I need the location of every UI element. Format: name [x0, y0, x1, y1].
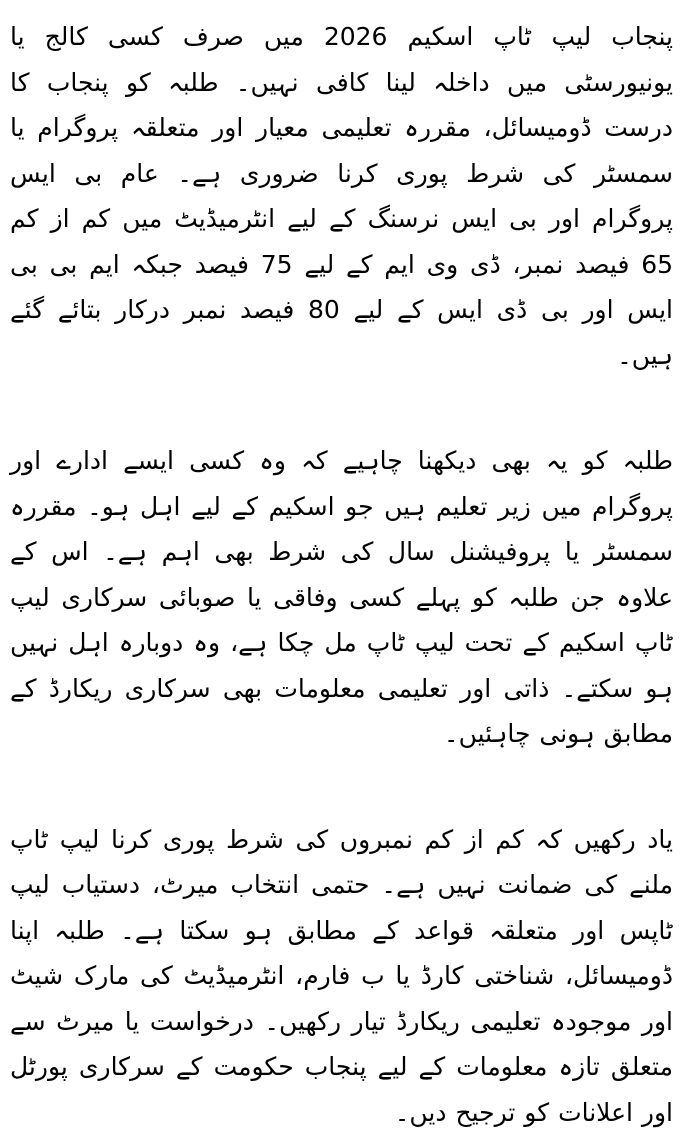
paragraph-merit-and-documents: یاد رکھیں کہ کم از کم نمبروں کی شرط پوری کرنا لیپ ٹاپ ملنے کی ضمانت نہیں ہے۔ حتمی انتخاب میرٹ، دستیاب لیپ ٹاپس اور متعلقہ قواعد کے مطابق ہو سکتا ہے۔ طلبہ اپنا ڈومیسائل، شناختی کارڈ یا ب فارم، انٹرمیڈیٹ کی مارک شیٹ اور موجودہ تعلیمی ریکارڈ تیار رکھیں۔ درخواست یا میرٹ سے متعلق تازہ معلومات کے لیے پنجاب حکومت کے سرکاری پورٹل اور اعلانات کو ترجیح دیں۔ — [10, 817, 673, 1135]
paragraph-eligibility-criteria: پنجاب لیپ ٹاپ اسکیم 2026 میں صرف کسی کالج یا یونیورسٹی میں داخلہ لینا کافی نہیں۔ طلبہ کو پنجاب کا درست ڈومیسائل، مقررہ تعلیمی معیار اور متعلقہ پروگرام یا سمسٹر کی شرط پوری کرنا ضروری ہے۔ عام بی ایس پروگرام اور بی ایس نرسنگ کے لیے انٹرمیڈیٹ میں کم از کم 65 فیصد نمبر، ڈی وی ایم کے لیے 75 فیصد جبکہ ایم بی بی ایس اور بی ڈی ایس کے لیے 80 فیصد نمبر درکار بتائے گئے ہیں۔ — [10, 14, 673, 378]
paragraph-institution-requirements: طلبہ کو یہ بھی دیکھنا چاہیے کہ وہ کسی ایسے ادارے اور پروگرام میں زیر تعلیم ہیں جو اسکیم کے لیے اہل ہو۔ مقررہ سمسٹر یا پروفیشنل سال کی شرط بھی اہم ہے۔ اس کے علاوہ جن طلبہ کو پہلے کسی وفاقی یا صوبائی سرکاری لیپ ٹاپ اسکیم کے تحت لیپ ٹاپ مل چکا ہے، وہ دوبارہ اہل نہیں ہو سکتے۔ ذاتی اور تعلیمی معلومات بھی سرکاری ریکارڈ کے مطابق ہونی چاہئیں۔ — [10, 438, 673, 757]
